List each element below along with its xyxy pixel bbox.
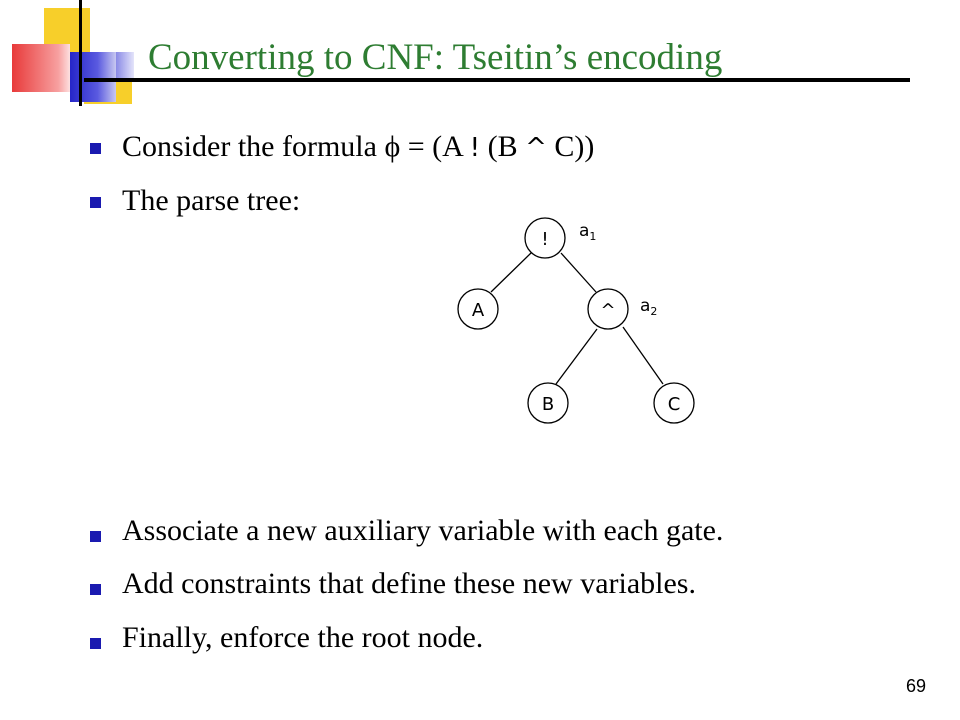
edge-root-a [491,253,531,292]
bullet-marker [90,531,101,542]
bullet-enforce-root: Finally, enforce the root node. [122,621,484,654]
node-c-label: C [667,394,681,415]
slide-title: Converting to CNF: Tseitin’s encoding [148,37,723,78]
bullet-marker [90,584,101,595]
aux-label-a1: $a_1$ [579,221,597,243]
or-operator: ! [469,133,481,163]
formula-part: C)) [546,130,595,163]
formula-part: (B [480,130,526,163]
bullet-associate-variable: Associate a new auxiliary variable with each gate. [122,514,724,547]
bullet-add-constraints: Add constraints that define these new variables. [122,567,696,600]
edge-root-and [561,253,596,292]
node-and-label: ^ [600,300,616,321]
bullet-parse-tree: The parse tree: [122,184,301,217]
phi-symbol: ϕ [384,130,401,163]
formula-intro: Consider the formula [122,130,385,163]
node-root-label: ! [541,229,549,250]
formula-part: = (A [400,130,470,163]
node-a-label: A [471,300,485,321]
node-b-label: B [541,394,555,415]
aux-label-a2: $a_2$ [640,296,658,318]
page-number: 69 [905,676,926,696]
edge-and-c [623,327,663,384]
edge-and-b [556,329,597,384]
bullet-marker [90,638,101,649]
and-operator: ^ [525,133,547,163]
